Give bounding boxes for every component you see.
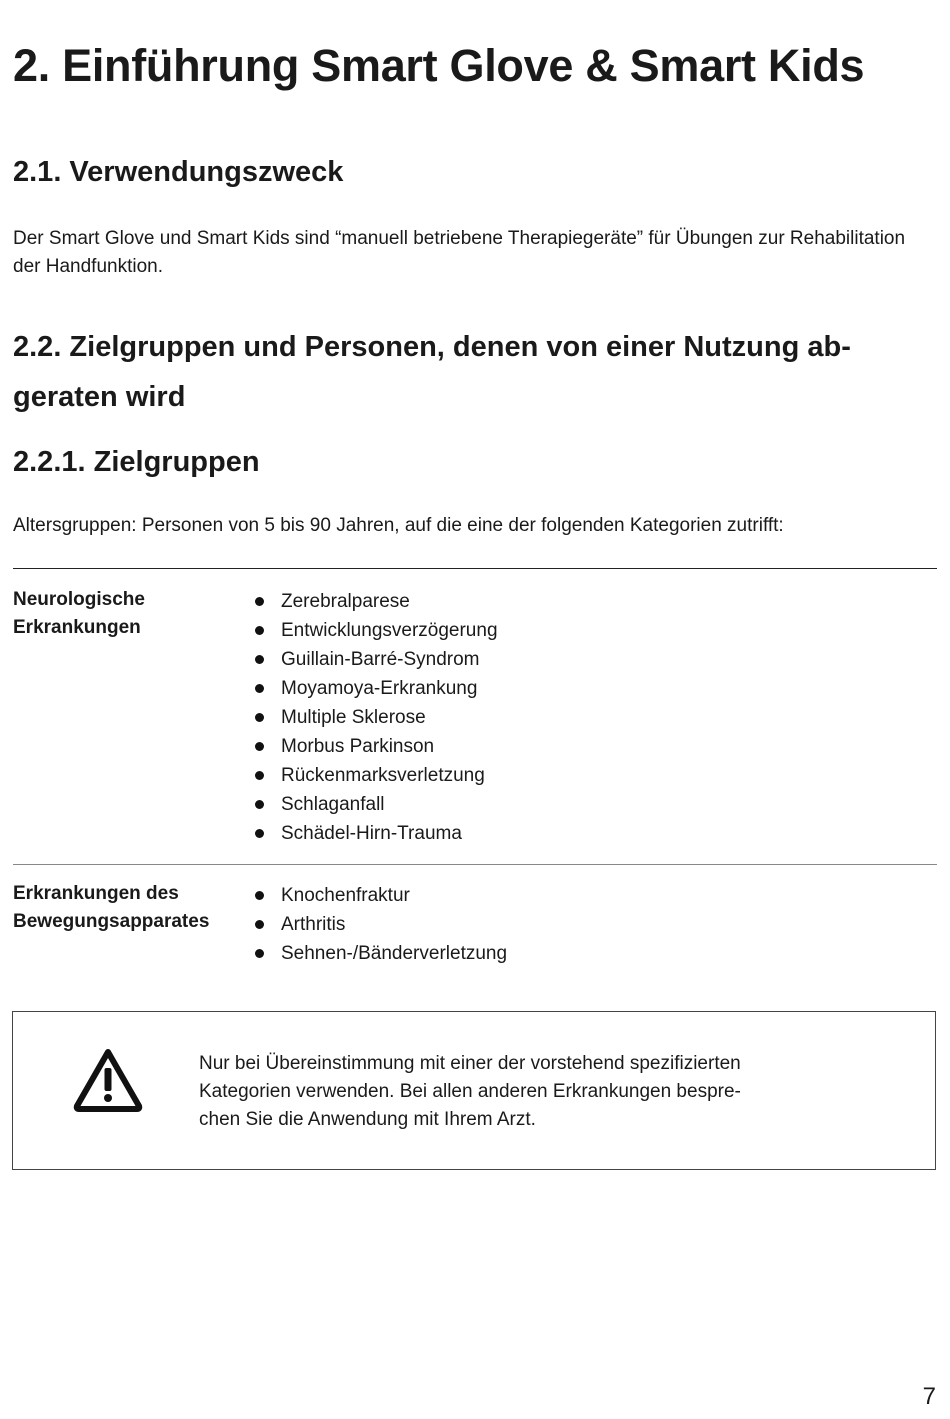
list-item-label: Rückenmarksverletzung	[281, 765, 485, 786]
bullet-icon	[255, 891, 264, 900]
bullet-icon	[255, 655, 264, 664]
page-number: 7	[922, 1383, 936, 1410]
list-item	[252, 732, 498, 761]
bullet-icon	[255, 829, 264, 838]
list-item-label: Arthritis	[281, 914, 346, 935]
list-item-label: Morbus Parkinson	[281, 736, 435, 757]
list-item-label: Zerebralparese	[281, 591, 410, 612]
category-label-line1: Neurologische	[13, 589, 145, 610]
section-2-2-title-line2: geraten wird	[13, 381, 186, 413]
category-neurologische	[13, 586, 243, 642]
section-2-1-title: 2.1. Verwendungszweck	[13, 156, 344, 188]
list-item-label: Schlaganfall	[281, 794, 385, 815]
section-2-2-1-title: 2.2.1. Zielgruppen	[13, 446, 260, 478]
bullet-icon	[255, 742, 264, 751]
list-item	[252, 790, 498, 819]
category-bewegungsapparat	[13, 880, 243, 936]
list-item	[252, 674, 498, 703]
list-item-label: Moyamoya-Erkrankung	[281, 678, 478, 699]
list-bewegungsapparat	[252, 881, 507, 968]
bullet-icon	[255, 713, 264, 722]
section-2-2-title	[13, 322, 923, 422]
warning-text-line2: Kategorien verwenden. Bei allen anderen Erkrankungen bespre-	[199, 1081, 741, 1102]
section-2-1-text: Der Smart Glove und Smart Kids sind “manuell betriebene Therapiegeräte” für Übungen zur Rehabilitation der Handfunktion.	[13, 228, 906, 277]
list-item	[252, 645, 498, 674]
warning-notice	[12, 1011, 936, 1170]
warning-triangle-icon	[73, 1048, 143, 1112]
category-label-line2: Bewegungsapparates	[13, 911, 210, 932]
chapter-heading: 2. Einführung Smart Glove & Smart Kids	[13, 40, 865, 91]
list-item	[252, 587, 498, 616]
list-item-label: Knochenfraktur	[281, 885, 410, 906]
section-2-2-title-line1: 2.2. Zielgruppen und Personen, denen von einer Nutzung ab-	[13, 331, 851, 363]
category-label-line2: Erkrankungen	[13, 617, 141, 638]
list-item-label: Multiple Sklerose	[281, 707, 426, 728]
list-neurologische	[252, 587, 498, 848]
warning-text	[199, 1050, 899, 1134]
bullet-icon	[255, 920, 264, 929]
list-item	[252, 761, 498, 790]
list-item	[252, 881, 507, 910]
category-label-line1: Erkrankungen des	[13, 883, 179, 904]
list-item	[252, 819, 498, 848]
list-item	[252, 616, 498, 645]
table-row-divider	[13, 864, 937, 865]
list-item-label: Guillain-Barré-Syndrom	[281, 649, 480, 670]
list-item-label: Schädel-Hirn-Trauma	[281, 823, 462, 844]
list-item	[252, 703, 498, 732]
list-item-label: Entwicklungsverzögerung	[281, 620, 498, 641]
bullet-icon	[255, 626, 264, 635]
bullet-icon	[255, 800, 264, 809]
list-item	[252, 939, 507, 968]
bullet-icon	[255, 684, 264, 693]
bullet-icon	[255, 949, 264, 958]
bullet-icon	[255, 597, 264, 606]
table-top-divider	[13, 568, 937, 569]
warning-text-line1: Nur bei Übereinstimmung mit einer der vorstehend spezifizierten	[199, 1053, 741, 1074]
list-item-label: Sehnen-/Bänderverletzung	[281, 943, 508, 964]
list-item	[252, 910, 507, 939]
warning-text-line3: chen Sie die Anwendung mit Ihrem Arzt.	[199, 1109, 536, 1130]
bullet-icon	[255, 771, 264, 780]
section-2-2-1-intro: Altersgruppen: Personen von 5 bis 90 Jahren, auf die eine der folgenden Kategorien zutrifft:	[13, 515, 784, 536]
